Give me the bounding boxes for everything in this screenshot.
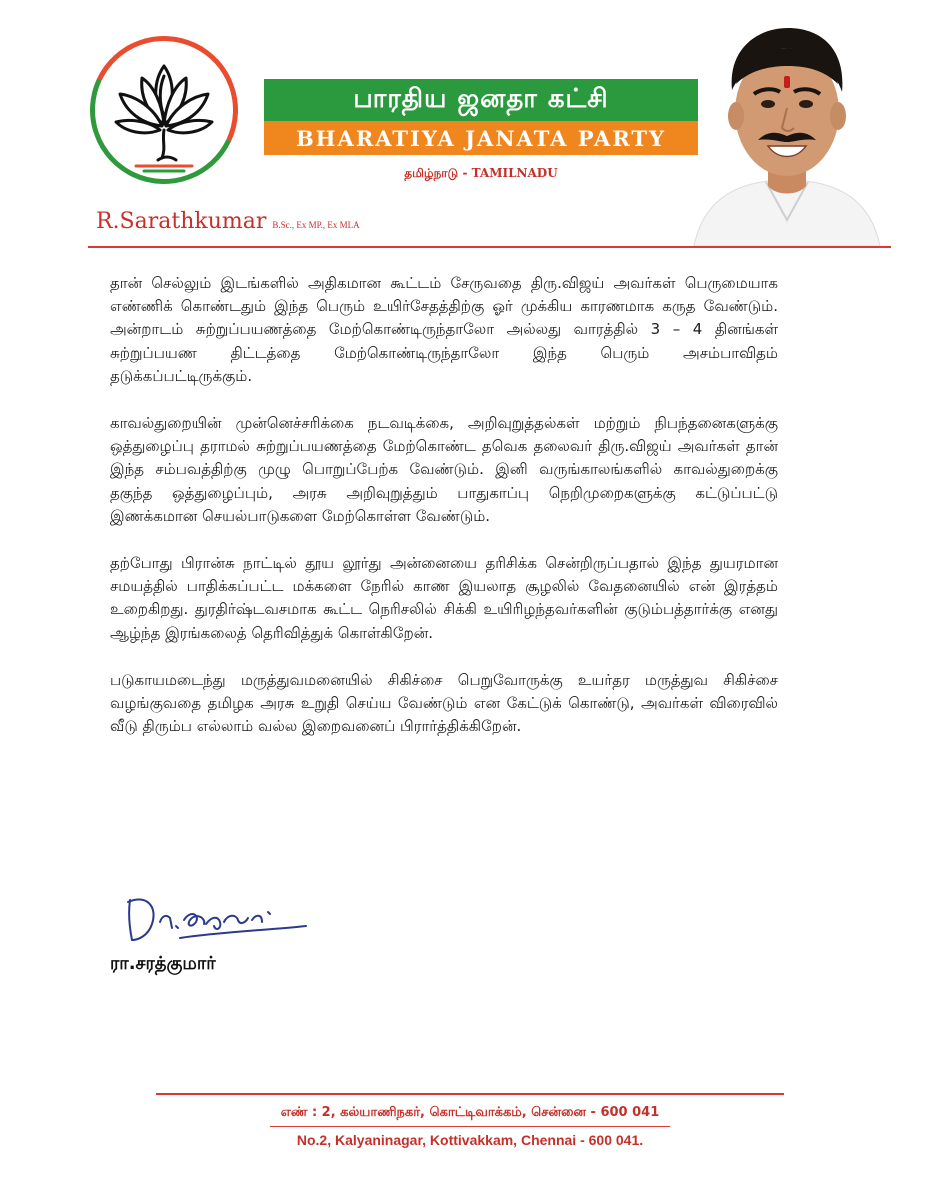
state-separator: - — [458, 166, 472, 180]
party-name-english: BHARATIYA JANATA PARTY — [264, 121, 698, 155]
leader-name: R.Sarathkumar — [96, 209, 267, 234]
handwritten-signature — [120, 892, 310, 948]
state-line — [264, 166, 698, 182]
leader-qualifications: B.Sc., Ex MP., Ex MLA — [272, 220, 360, 230]
footer-divider — [156, 1093, 784, 1095]
state-english: TAMILNADU — [471, 166, 558, 180]
state-tamil: தமிழ்நாடு — [404, 166, 459, 180]
body-paragraph-2: காவல்துறையின் முன்னெச்சரிக்கை நடவடிக்கை, அறிவுறுத்தல்கள் மற்றும் நிபந்தனைகளுக்கு ஒத்துழைப்பு தராமல் சுற்றுப்பயணத்தை மேற்கொண்ட தவெக தலைவர் திரு.விஜய் அவர்கள் தான் இந்த சம்பவத்திற்கு முழு பொறுப்பேற்க வேண்டும். இனி வருங்காலங்களில் காவல்துறைக்கு தகுந்த ஒத்துழைப்பும், அரசு அறிவுறுத்தும் பாதுகாப்பு நெறிமுறைகளுக்கு கட்டுப்பட்டு இணக்கமான செயல்பாடுகளை மேற்கொள்ள வேண்டும். — [110, 414, 778, 525]
footer-address-tamil: எண் : 2, கல்யாணிநகர், கொட்டிவாக்கம், சென்னை - 600 041 — [280, 1105, 660, 1120]
leader-name-line — [96, 209, 360, 234]
letter-body — [110, 272, 778, 762]
lotus-logo-icon — [96, 44, 232, 180]
header-divider — [88, 246, 891, 248]
signatory-name: ரா.சரத்குமார் — [110, 953, 216, 974]
party-name-tamil: பாரதிய ஜனதா கட்சி — [264, 79, 698, 121]
body-paragraph-3: தற்போது பிரான்சு நாட்டில் தூய லூர்து அன்னையை தரிசிக்க சென்றிருப்பதால் இந்த துயரமான சமயத்தில் பாதிக்கப்பட்ட மக்களை நேரில் காண இயலாத சூழலில் வேதனையில் என் இரத்தம் உறைகிறது. துரதிர்ஷ்டவசமாக கூட்ட நெரிசலில் சிக்கி உயிரிழந்தவர்களின் குடும்பத்தார்க்கு எனது ஆழ்ந்த இரங்கலைத் தெரிவித்துக் கொள்கிறேன். — [110, 554, 778, 642]
letterhead — [0, 0, 927, 250]
body-paragraph-4: படுகாயமடைந்து மருத்துவமனையில் சிகிச்சை பெறுவோருக்கு உயர்தர மருத்துவ சிகிச்சை வழங்குவதை தமிழக அரசு உறுதி செய்ய வேண்டும் என கேட்டுக் கொண்டு, அவர்கள் விரைவில் வீடு திரும்ப எல்லாம் வல்ல இறைவனைப் பிரார்த்திக்கிறேன். — [110, 670, 778, 736]
body-paragraph-1: தான் செல்லும் இடங்களில் அதிகமான கூட்டம் சேருவதை திரு.விஜய் அவர்கள் பெருமையாக எண்ணிக் கொண்டதும் இந்த பெரும் உயிர்சேதத்திற்கு ஓர் முக்கிய காரணமாக கருத வேண்டும். அன்றாடம் சுற்றுப்பயணத்தை மேற்கொண்டிருந்தாலோ அல்லது வாரத்தில் 3 – 4 தினங்கள் சுற்றுப்பயண திட்டத்தை மேற்கொண்டிருந்தாலோ இந்த பெரும் அசம்பாவிதம் தடுக்கப்பட்டிருக்கும். — [110, 274, 778, 385]
leader-portrait — [684, 20, 890, 246]
footer-address-divider — [270, 1126, 670, 1127]
footer-address-english: No.2, Kalyaninagar, Kottivakkam, Chennai - 600 041. — [296, 1132, 644, 1148]
